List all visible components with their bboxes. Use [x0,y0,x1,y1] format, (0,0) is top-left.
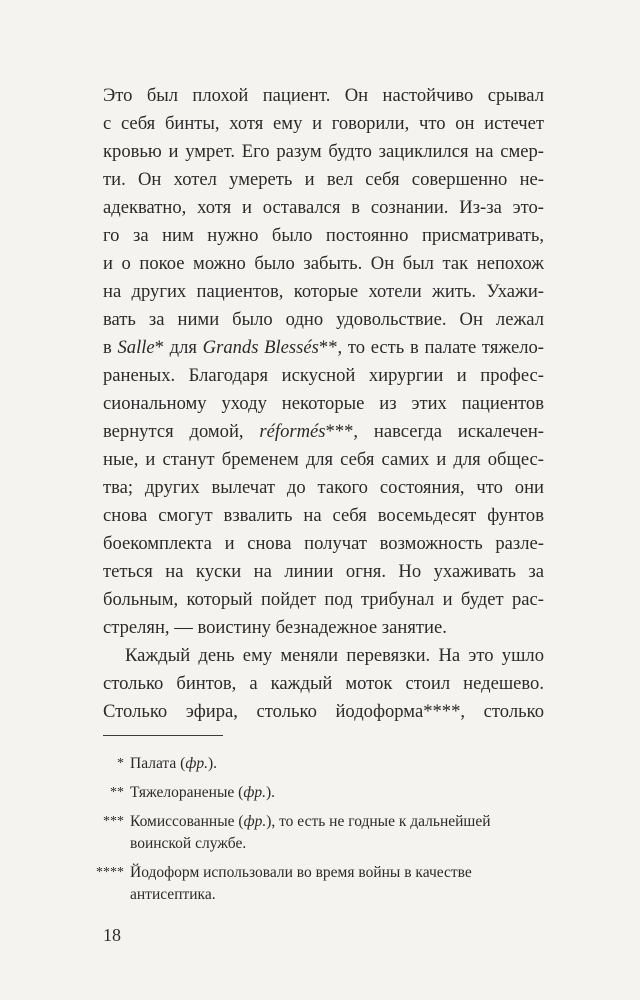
body-line: Это был плохой пациент. Он настойчиво срывал [103,85,544,106]
body-line: вернутся домой, réformés***, навсегда искалечен- [103,421,544,442]
body-line: Каждый день ему меняли перевязки. На это ушло [125,645,544,666]
body-line: ные, и станут бременем для себя самих и для общес- [103,449,544,470]
body-line: с себя бинты, хотя ему и говорили, что он истечет [103,113,544,134]
footnote-text: воинской службе. [130,835,247,852]
body-line: кровью и умрет. Его разум будто зациклился на смер- [103,141,544,162]
footnote-mark: **** [96,865,124,880]
body-line: и о покое можно было забыть. Он был так непохож [103,253,544,274]
footnote-text: Йодоформ использовали во время войны в качестве [130,864,472,881]
body-line: сиональному уходу некоторые из этих пациентов [103,393,544,414]
footnote-text: антисептика. [130,886,216,903]
body-line: го за ним нужно было постоянно присматривать, [103,225,544,246]
body-line: на других пациентов, которые хотели жить. Ухажи- [103,281,544,302]
body-line: вать за ними было одно удовольствие. Он лежал [103,309,544,330]
footnote-text: Тяжелораненые (фр.). [130,784,275,801]
body-line: тва; других вылечат до такого состояния, что они [103,477,544,498]
body-line: больным, который пойдет под трибунал и будет рас- [103,589,544,610]
body-line: раненых. Благодаря искусной хирургии и профес- [103,365,544,386]
body-line: боекомплекта и снова получат возможность разле- [103,533,544,554]
footnote-mark: *** [103,814,124,829]
body-line: столько бинтов, а каждый моток стоил недешево. [103,673,544,694]
body-line: адекватно, хотя и оставался в сознании. Из-за это- [103,197,544,218]
body-line: ти. Он хотел умереть и вел себя совершенно не- [103,169,544,190]
footnote-mark: * [117,756,124,771]
footnote-mark: ** [110,785,124,800]
page-number: 18 [103,925,121,945]
footnote-text: Палата (фр.). [130,755,217,772]
footnote-text: Комиссованные (фр.), то есть не годные к дальнейшей [130,813,491,830]
body-line: стрелян, — воистину безнадежное занятие. [103,617,447,638]
body-line: теться на куски на линии огня. Но ухаживать за [103,561,544,582]
body-line: в Salle* для Grands Blessés**, то есть в палате тяжело- [103,337,544,358]
footnote-divider [103,735,223,736]
body-line: Столько эфира, столько йодоформа****, столько [103,701,544,722]
body-line: снова смогут взвалить на себя восемьдесят фунтов [103,505,544,526]
